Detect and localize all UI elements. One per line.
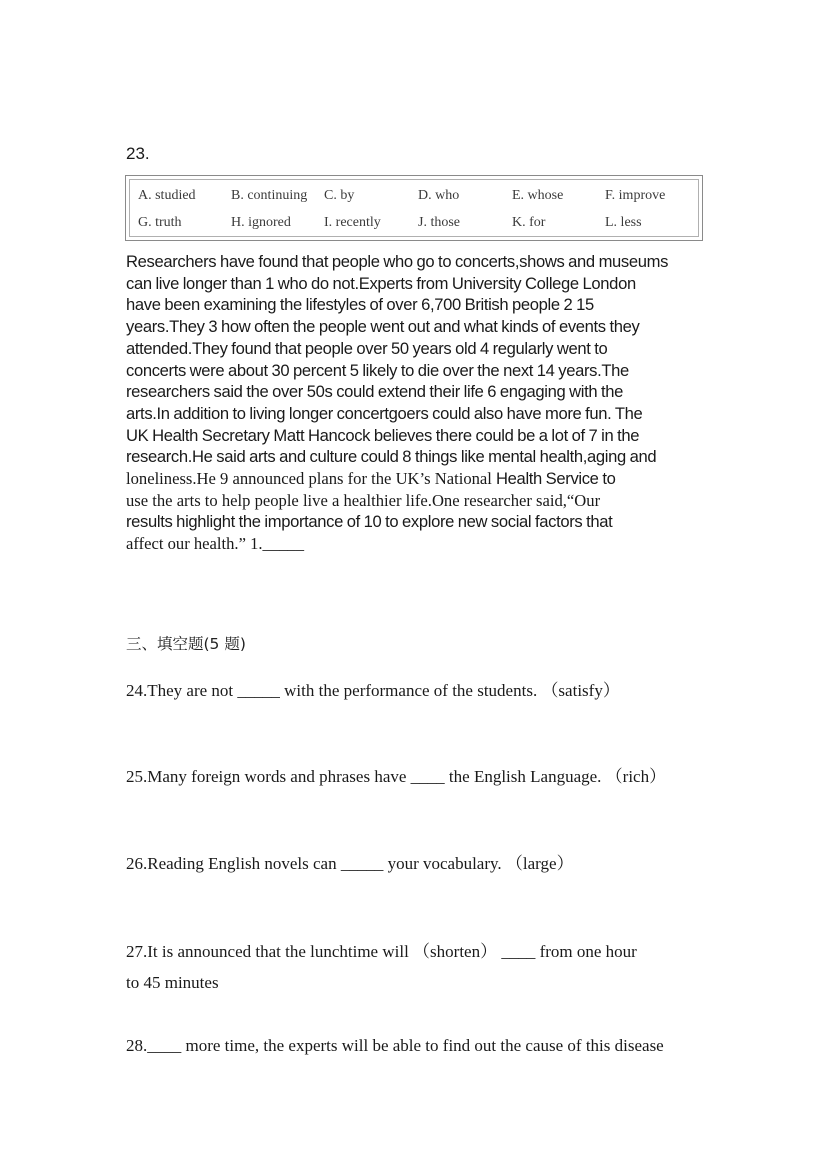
passage-line-sans-part: Health Service to xyxy=(496,469,616,489)
passage-line: UK Health Secretary Matt Hancock believes there could be a lot of 7 in the xyxy=(126,425,640,445)
option-l: L. less xyxy=(605,215,642,230)
question-27: 27.It is announced that the lunchtime will （shorten） ____ from one hour xyxy=(126,942,637,961)
option-a: A. studied xyxy=(138,188,196,203)
section-title: 三、填空题(5 题) xyxy=(126,635,246,653)
passage-line: Researchers have found that people who go to concerts,shows and museums xyxy=(126,252,669,271)
cloze-passage xyxy=(126,251,716,555)
passage-line: years.They 3 how often the people went out and what kinds of events they xyxy=(126,317,640,337)
option-d: D. who xyxy=(418,188,460,203)
question-26: 26.Reading English novels can _____ your vocabulary. （large） xyxy=(126,854,574,873)
option-f: F. improve xyxy=(605,188,666,203)
option-g: G. truth xyxy=(138,215,182,230)
question-27-continued: to 45 minutes xyxy=(126,973,219,992)
option-k: K. for xyxy=(512,215,546,230)
passage-line: results highlight the importance of 10 to explore new social factors that xyxy=(126,512,613,532)
passage-line: can live longer than 1 who do not.Experts from University College London xyxy=(126,273,636,293)
passage-line: have been examining the lifestyles of over 6,700 British people 2 15 xyxy=(126,295,594,315)
passage-line: concerts were about 30 percent 5 likely to die over the next 14 years.The xyxy=(126,360,629,380)
passage-line: attended.They found that people over 50 years old 4 regularly went to xyxy=(126,338,608,358)
question-24: 24.They are not _____ with the performance of the students. （satisfy） xyxy=(126,681,620,700)
question-23-number: 23. xyxy=(126,144,150,163)
passage-line: researchers said the over 50s could extend their life 6 engaging with the xyxy=(126,382,624,402)
option-h: H. ignored xyxy=(231,215,291,230)
option-b: B. continuing xyxy=(231,188,308,203)
option-i: I. recently xyxy=(324,215,381,230)
passage-line: arts.In addition to living longer concertgoers could also have more fun. The xyxy=(126,403,643,423)
word-bank-box xyxy=(125,175,703,241)
passage-line-serif-part: loneliness.He 9 announced plans for the UK’s National xyxy=(126,469,497,489)
passage-line-answer: affect our health.” 1._____ xyxy=(126,534,305,554)
option-j: J. those xyxy=(418,215,460,230)
question-25: 25.Many foreign words and phrases have ____ the English Language. （rich） xyxy=(126,767,667,786)
passage-line: research.He said arts and culture could 8 things like mental health,aging and xyxy=(126,447,657,467)
passage-line: use the arts to help people live a healthier life.One researcher said,“Our xyxy=(126,490,601,510)
option-c: C. by xyxy=(324,188,355,203)
option-e: E. whose xyxy=(512,188,564,203)
question-28: 28.____ more time, the experts will be able to find out the cause of this disease xyxy=(126,1036,664,1055)
passage-line xyxy=(126,468,716,490)
